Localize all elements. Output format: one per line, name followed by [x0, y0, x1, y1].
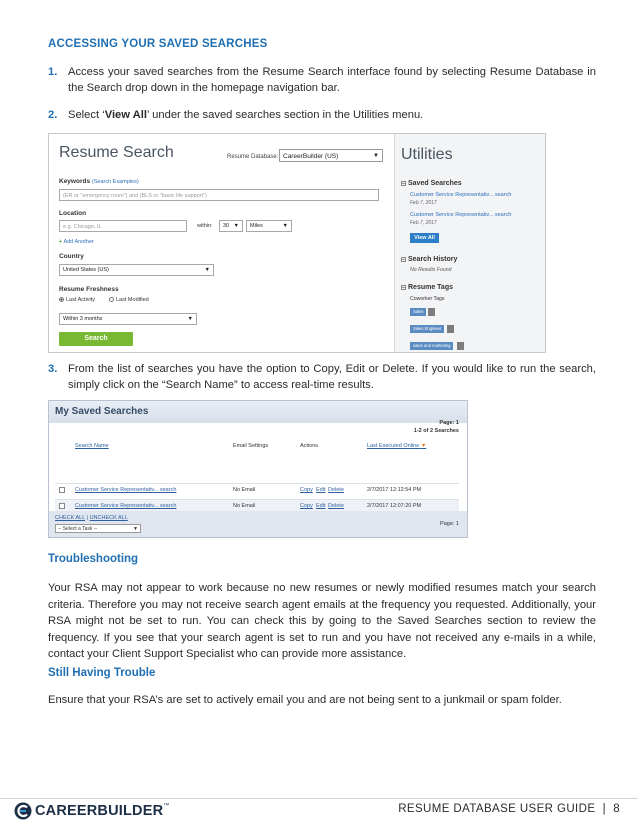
keywords-label-text: Keywords — [59, 178, 91, 185]
last-executed: 2/7/2017 12:07:20 PM — [367, 503, 422, 509]
tag-item[interactable]: Sales Engineer — [410, 325, 444, 333]
task-select[interactable] — [55, 524, 141, 533]
trademark-symbol: ™ — [163, 803, 170, 809]
no-results-text: No Results Found — [410, 267, 452, 273]
step-text-bold: View All — [104, 109, 147, 121]
chevron-down-icon: ▼ — [373, 153, 379, 159]
section-title: ACCESSING YOUR SAVED SEARCHES — [48, 38, 268, 50]
freshness-value: Within 3 months — [63, 316, 103, 322]
collapse-icon: – — [402, 180, 405, 187]
step-3 — [48, 361, 596, 393]
step-1 — [48, 64, 596, 96]
tag-remove-icon[interactable] — [428, 308, 435, 316]
row-checkbox[interactable] — [59, 487, 65, 493]
table-row — [55, 483, 459, 496]
chevron-down-icon: ▼ — [204, 267, 210, 273]
saved-search-date: Feb 7, 2017 — [410, 200, 437, 206]
delete-link[interactable]: Delete — [328, 503, 344, 509]
search-examples-link[interactable]: (Search Examples) — [91, 179, 139, 185]
resume-search-title: Resume Search — [59, 144, 174, 161]
keywords-label — [59, 178, 139, 185]
column-actions: Actions — [300, 443, 319, 449]
step-text — [68, 107, 596, 123]
tag-item[interactable]: Sales — [410, 308, 426, 316]
column-search-name[interactable]: Search Name — [75, 443, 109, 449]
freshness-label: Resume Freshness — [59, 286, 119, 293]
column-last-executed[interactable] — [367, 443, 426, 449]
collapse-icon: – — [402, 284, 405, 291]
resume-database-select[interactable] — [279, 149, 383, 162]
within-select[interactable] — [219, 220, 243, 232]
units-value: Miles — [250, 223, 263, 229]
page-number: 8 — [613, 803, 620, 815]
search-count: 1-2 of 2 Searches — [413, 428, 459, 434]
country-label: Country — [59, 253, 84, 260]
guide-title: RESUME DATABASE USER GUIDE — [398, 803, 596, 815]
radio-last-modified-label: Last Modified — [116, 297, 149, 303]
edit-link[interactable]: Edit — [316, 503, 326, 509]
careerbuilder-wordmark — [35, 803, 169, 819]
country-value: United States (US) — [63, 267, 109, 273]
column-email-settings: Email Settings — [233, 443, 269, 449]
view-all-button[interactable]: View All — [410, 233, 439, 243]
saved-searches-heading[interactable] — [401, 180, 462, 187]
step-number: 1. — [48, 66, 58, 78]
step-number: 3. — [48, 363, 58, 375]
sort-arrow-icon: ▼ — [420, 443, 427, 449]
saved-searches-heading-text: Saved Searches — [408, 180, 462, 187]
page-indicator-bottom: Page: 1 — [440, 521, 459, 527]
radio-last-modified[interactable] — [109, 297, 149, 303]
footer-separator: | — [602, 803, 606, 815]
column-last-executed-label: Last Executed Online — [367, 443, 420, 449]
keywords-input[interactable]: (ER or "emergency room") and (BLS or "basic life support") — [59, 189, 379, 201]
step-text-post: ’ under the saved searches section in the Utilities menu. — [146, 109, 424, 121]
my-saved-searches-title: My Saved Searches — [55, 406, 149, 417]
location-label: Location — [59, 210, 87, 217]
tag-remove-icon[interactable] — [447, 325, 454, 333]
chevron-down-icon: ▼ — [133, 526, 138, 532]
within-value: 30 — [223, 223, 230, 229]
resume-database-value: CareerBuilder (US) — [283, 153, 339, 160]
delete-link[interactable]: Delete — [328, 487, 344, 493]
within-label: within: — [197, 223, 213, 229]
search-name-link[interactable]: Customer Service Representativ... search — [75, 487, 177, 493]
footer-divider — [0, 798, 638, 799]
freshness-select[interactable] — [59, 313, 197, 325]
chevron-down-icon: ▼ — [187, 316, 193, 322]
logo-wordmark-text: CAREERBUILDER — [35, 803, 164, 819]
edit-link[interactable]: Edit — [316, 487, 326, 493]
radio-last-activity[interactable] — [59, 297, 95, 303]
plus-icon: + — [59, 239, 63, 245]
footer-page-label — [398, 803, 620, 815]
chevron-down-icon: ▼ — [233, 223, 239, 229]
search-button[interactable]: Search — [59, 332, 133, 346]
row-checkbox[interactable] — [59, 503, 65, 509]
search-history-heading[interactable] — [401, 256, 457, 263]
page-indicator: Page: 1 — [439, 420, 459, 426]
resume-tags-heading[interactable] — [401, 284, 453, 291]
chevron-down-icon: ▼ — [282, 223, 288, 229]
copy-link[interactable]: Copy — [300, 487, 313, 493]
search-history-heading-text: Search History — [408, 256, 458, 263]
copy-link[interactable]: Copy — [300, 503, 313, 509]
check-all-link[interactable]: CHECK ALL — [55, 515, 86, 521]
country-select[interactable] — [59, 264, 214, 276]
units-select[interactable] — [246, 220, 292, 232]
utilities-title: Utilities — [401, 146, 453, 163]
my-saved-searches-screenshot — [48, 400, 468, 538]
my-saved-searches-header — [49, 401, 467, 423]
step-2 — [48, 107, 596, 123]
location-input[interactable]: e.g. Chicago, IL — [59, 220, 187, 232]
uncheck-all-link[interactable]: UNCHECK ALL — [89, 515, 128, 521]
radio-icon — [109, 297, 114, 302]
email-setting: No Email — [233, 487, 256, 493]
resume-tags-heading-text: Resume Tags — [408, 284, 453, 291]
saved-search-link[interactable]: Customer Service Representativ... search — [410, 212, 512, 218]
coworker-tags-label: Coworker Tags — [410, 296, 445, 302]
add-another-link[interactable] — [59, 239, 94, 245]
still-having-trouble-paragraph: Ensure that your RSA’s are set to actively email you and are not being sent to a junkmail or spam folder. — [48, 694, 562, 706]
tag-item[interactable]: sales and marketing — [410, 342, 453, 350]
saved-search-date: Feb 7, 2017 — [410, 220, 437, 226]
saved-search-link[interactable]: Customer Service Representativ... search — [410, 192, 512, 198]
step-text: From the list of searches you have the option to Copy, Edit or Delete. If you would like to run the search, simply click on the “Search Name” to access real-time results. — [68, 363, 596, 391]
last-executed: 2/7/2017 12:12:54 PM — [367, 487, 422, 493]
utilities-panel — [395, 134, 545, 352]
step-text: Access your saved searches from the Resume Search interface found by selecting Resume Database in the Search drop down in the homepage navigation bar. — [68, 66, 596, 94]
email-setting: No Email — [233, 503, 256, 509]
check-separator: | — [85, 515, 90, 521]
my-saved-searches-footer — [49, 511, 467, 537]
step-number: 2. — [48, 109, 58, 121]
troubleshooting-heading: Troubleshooting — [48, 553, 139, 565]
troubleshooting-paragraph: Your RSA may not appear to work because no new resumes or newly modified resumes match your search criteria. Therefore you may not receive search agent emails at the frequency you requested. Additionally, your RSA might not be set to run. You can check this by going to the Saved Searches section to review the frequency. If you see that your search agent is set to run and you have not received any e-mails in a while, contact your Client Support Specialist who can provide more assistance. — [48, 582, 596, 660]
search-name-link[interactable]: Customer Service Representativ... search — [75, 503, 177, 509]
tag-remove-icon[interactable] — [457, 342, 464, 350]
radio-last-activity-label: Last Activity — [66, 297, 96, 303]
collapse-icon: – — [402, 256, 405, 263]
resume-search-screenshot — [48, 133, 546, 353]
still-having-trouble-heading: Still Having Trouble — [48, 667, 156, 679]
check-controls — [55, 515, 128, 521]
step-text-pre: Select ‘ — [68, 109, 105, 121]
resume-search-panel — [49, 134, 395, 352]
task-select-value: -- Select a Task -- — [58, 526, 98, 532]
radio-selected-icon — [59, 297, 64, 302]
resume-database-label: Resume Database: — [227, 154, 279, 160]
add-another-label: Add Another — [63, 239, 94, 245]
careerbuilder-logo-icon — [14, 802, 32, 820]
